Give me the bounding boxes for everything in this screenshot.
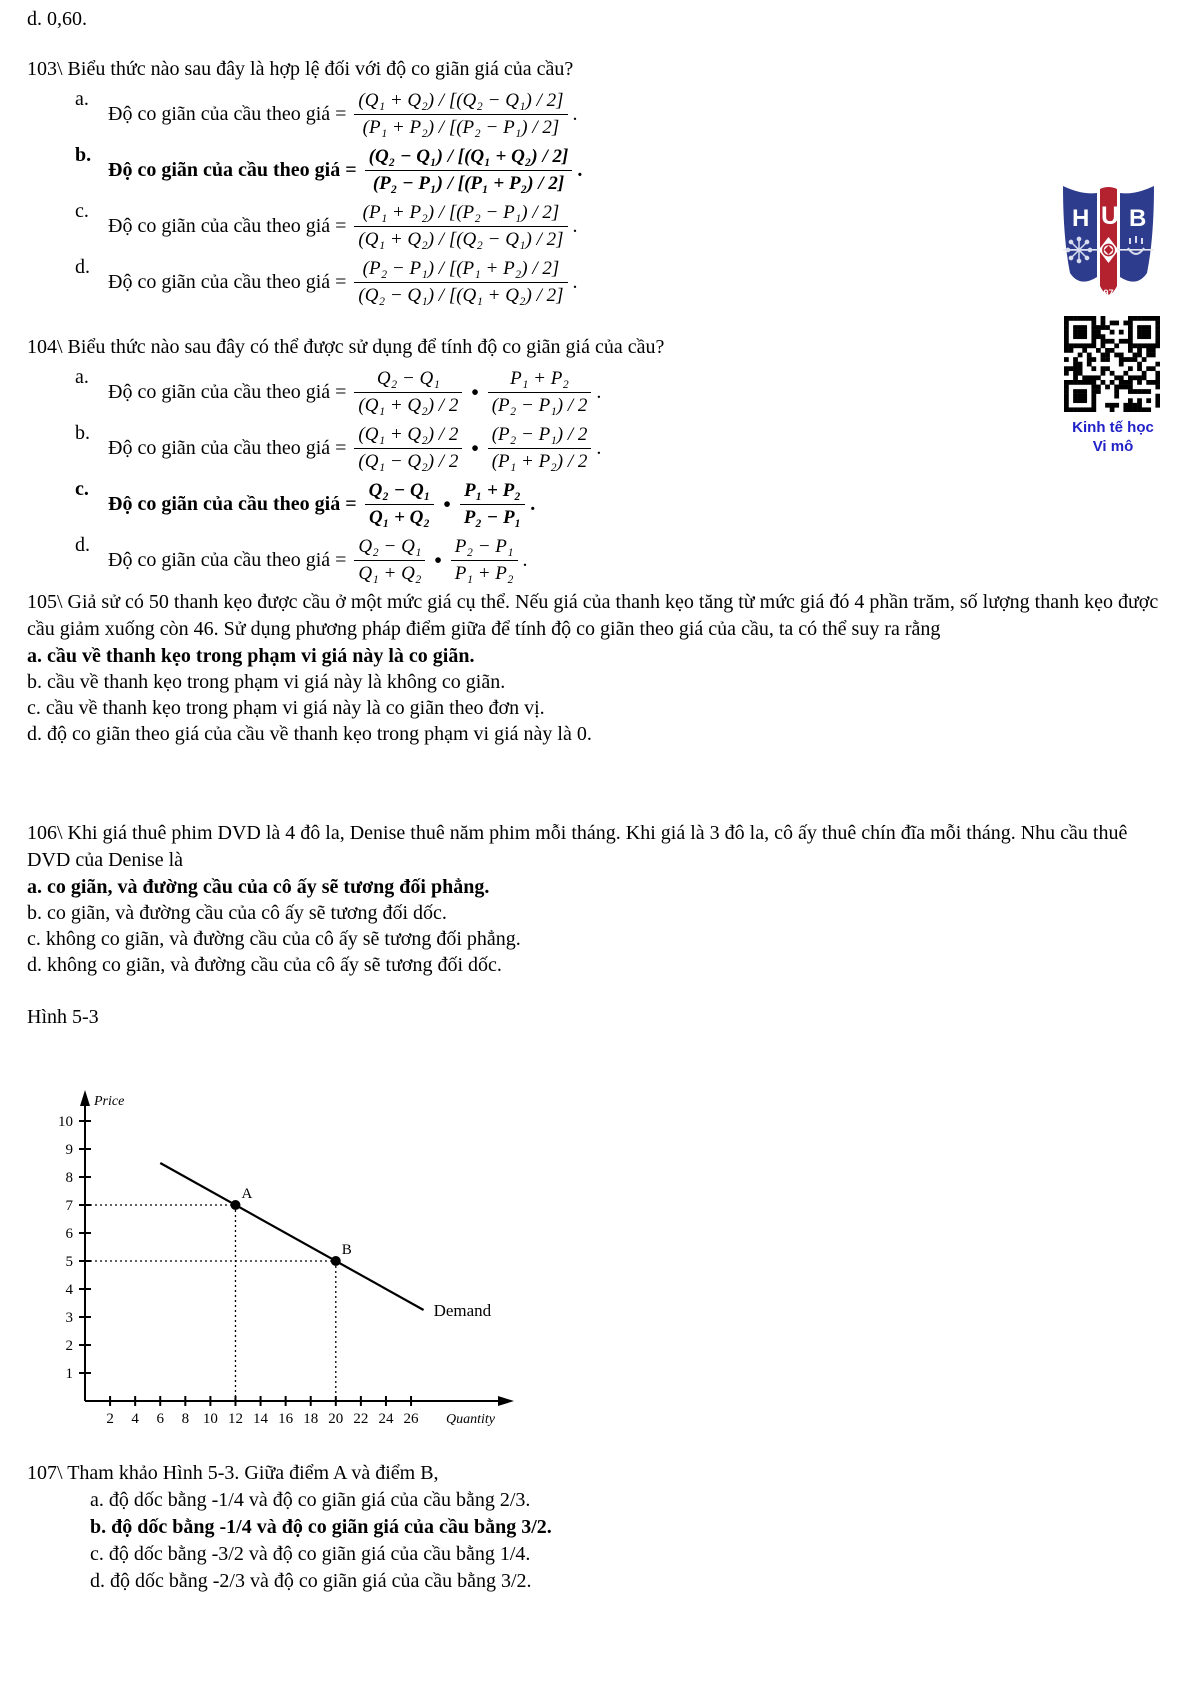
svg-text:14: 14 xyxy=(253,1411,269,1427)
svg-text:2: 2 xyxy=(65,1338,73,1354)
option-letter: d. xyxy=(75,534,90,556)
svg-text:6: 6 xyxy=(65,1226,73,1242)
svg-text:A: A xyxy=(241,1186,253,1202)
question-103-title: 103\ Biểu thức nào sau đây là hợp lệ đối với độ co giãn giá của cầu? xyxy=(27,58,574,80)
logo-letter-u: U xyxy=(1101,202,1120,230)
q106-option-d: d. không co giãn, và đường cầu của cô ấy sẽ tương đối dốc. xyxy=(27,954,502,976)
option-lead-text: Độ co giãn của cầu theo giá = xyxy=(108,102,347,125)
fraction xyxy=(354,367,462,416)
svg-text:1: 1 xyxy=(65,1366,73,1382)
branch-icon xyxy=(1066,237,1091,262)
option-lead-text: Độ co giãn của cầu theo giá = xyxy=(108,548,347,571)
fraction-denominator: (P₁ + P₂) / 2 xyxy=(488,448,592,473)
fraction-denominator: (P₂ − P₁) / 2 xyxy=(488,392,592,417)
fraction xyxy=(460,479,525,528)
period: . xyxy=(530,492,536,515)
question-104-options xyxy=(75,364,1037,588)
fraction xyxy=(488,367,592,416)
previous-answer-line: d. 0,60. xyxy=(27,8,87,30)
q105-option-d: d. độ co giãn theo giá của cầu về thanh kẹo trong phạm vi giá này là 0. xyxy=(27,723,592,745)
q106-option-a: a. co giãn, và đường cầu của cô ấy sẽ tương đối phẳng. xyxy=(27,876,490,898)
q106-option-c: c. không co giãn, và đường cầu của cô ấy sẽ tương đối phẳng. xyxy=(27,928,521,950)
svg-text:Quantity: Quantity xyxy=(446,1412,495,1427)
logo-letter-h: H xyxy=(1072,205,1090,232)
fraction xyxy=(354,535,425,584)
fraction-numerator: Q₂ − Q₁ xyxy=(376,368,440,390)
svg-text:4: 4 xyxy=(131,1411,139,1427)
fraction xyxy=(354,89,567,138)
q103-option-d xyxy=(75,254,1037,310)
period: . xyxy=(596,380,602,403)
q103-option-b xyxy=(75,142,1037,198)
fraction-numerator: P₁ + P₂ xyxy=(510,368,569,390)
option-letter: a. xyxy=(75,366,89,388)
question-105-title: 105\ Giả sử có 50 thanh kẹo được cầu ở một mức giá cụ thể. Nếu giá của thanh kẹo tăng từ mức giá đó 4 phần trăm, số lượng thanh kẹo được cầu giảm xuống còn 46. Sử dụng phương pháp điểm giữa để tính độ co giãn theo giá của cầu, ta có thể suy ra rằng xyxy=(27,591,1159,640)
svg-text:20: 20 xyxy=(328,1411,344,1427)
svg-text:8: 8 xyxy=(65,1170,73,1186)
hub-university-logo xyxy=(1060,176,1157,312)
option-lead-text: Độ co giãn của cầu theo giá = xyxy=(108,270,347,293)
question-106 xyxy=(27,820,1169,978)
q104-option-d xyxy=(75,532,1037,588)
svg-text:7: 7 xyxy=(65,1198,73,1214)
option-letter: d. xyxy=(75,256,90,278)
period: . xyxy=(572,102,578,125)
question-107-options xyxy=(90,1487,977,1595)
fraction-numerator: (P₂ − P₁) / 2 xyxy=(491,424,588,446)
fraction-denominator: (Q₁ + Q₂) / 2 xyxy=(354,392,462,417)
svg-text:10: 10 xyxy=(58,1114,73,1130)
period: . xyxy=(572,214,578,237)
fraction xyxy=(354,257,567,306)
svg-text:8: 8 xyxy=(181,1411,190,1427)
option-lead-text: Độ co giãn của cầu theo giá = xyxy=(108,380,347,403)
logo-letter-b: B xyxy=(1129,205,1147,232)
q107-option-a: a. độ dốc bằng -1/4 và độ co giãn giá của cầu bằng 2/3. xyxy=(90,1489,531,1511)
fraction-denominator: P₁ + P₂ xyxy=(451,560,518,585)
question-107 xyxy=(27,1460,977,1595)
svg-text:Price: Price xyxy=(94,1094,125,1109)
fraction-numerator: Q₂ − Q₁ xyxy=(358,536,422,558)
fraction-denominator: (Q₁ + Q₂) / [(Q₂ − Q₁) / 2] xyxy=(354,226,567,251)
question-106-title: 106\ Khi giá thuê phim DVD là 4 đô la, Denise thuê năm phim mỗi tháng. Khi giá là 3 đô la, cô ấy thuê chín đĩa mỗi tháng. Nhu cầu thuê DVD của Denise là xyxy=(27,822,1128,871)
period: . xyxy=(596,436,602,459)
question-105 xyxy=(27,589,1169,747)
option-lead-text: Độ co giãn của cầu theo giá = xyxy=(108,492,357,515)
option-letter: b. xyxy=(75,144,92,166)
demand-curve-chart xyxy=(40,1056,560,1438)
fraction-numerator: P₁ + P₂ xyxy=(464,480,521,502)
fraction-denominator: (Q₁ − Q₂) / 2 xyxy=(354,448,462,473)
option-lead-text: Độ co giãn của cầu theo giá = xyxy=(108,436,347,459)
option-letter: b. xyxy=(75,422,90,444)
svg-text:26: 26 xyxy=(403,1411,419,1427)
option-letter: c. xyxy=(75,478,89,500)
svg-text:4: 4 xyxy=(65,1282,73,1298)
svg-text:24: 24 xyxy=(378,1411,394,1427)
fraction-denominator: (Q₂ − Q₁) / [(Q₁ + Q₂) / 2] xyxy=(354,282,567,307)
fraction-denominator: Q₁ + Q₂ xyxy=(354,560,425,585)
option-lead-text: Độ co giãn của cầu theo giá = xyxy=(108,158,357,181)
svg-text:B: B xyxy=(341,1242,352,1258)
logo-caption-line2: Vi mô xyxy=(1092,438,1134,455)
question-104-title: 104\ Biểu thức nào sau đây có thể được sử dụng để tính độ co giãn giá của cầu? xyxy=(27,336,665,358)
option-letter: c. xyxy=(75,200,89,222)
q106-option-b: b. co giãn, và đường cầu của cô ấy sẽ tương đối dốc. xyxy=(27,902,447,924)
qr-code xyxy=(1064,316,1160,412)
multiplication-dot: • xyxy=(471,435,479,460)
logo-caption xyxy=(1037,418,1189,456)
fraction xyxy=(365,479,435,528)
svg-text:16: 16 xyxy=(278,1411,294,1427)
fraction xyxy=(354,201,567,250)
svg-text:3: 3 xyxy=(65,1310,73,1326)
fraction-numerator: (Q₂ − Q₁) / [(Q₁ + Q₂) / 2] xyxy=(368,146,569,168)
fraction-numerator: (P₂ − P₁) / [(P₁ + P₂) / 2] xyxy=(362,258,560,280)
q103-option-a xyxy=(75,86,1037,142)
fraction-denominator: Q₁ + Q₂ xyxy=(365,504,435,529)
fraction-denominator: (P₂ − P₁) / [(P₁ + P₂) / 2] xyxy=(365,170,573,195)
question-107-title: 107\ Tham khảo Hình 5-3. Giữa điểm A và điểm B, xyxy=(27,1462,439,1484)
svg-text:2: 2 xyxy=(106,1411,114,1427)
fraction-numerator: Q₂ − Q₁ xyxy=(368,480,431,502)
svg-text:Demand: Demand xyxy=(433,1301,492,1320)
q104-option-a xyxy=(75,364,1037,420)
q105-option-a: a. cầu về thanh kẹo trong phạm vi giá này là co giãn. xyxy=(27,645,475,667)
period: . xyxy=(522,548,528,571)
fraction-numerator: (Q₁ + Q₂) / 2 xyxy=(358,424,459,446)
fraction-denominator: P₂ − P₁ xyxy=(460,504,525,529)
q107-option-b: b. độ dốc bằng -1/4 và độ co giãn giá của cầu bằng 3/2. xyxy=(90,1516,552,1538)
shield-right-panel xyxy=(1120,186,1154,282)
svg-text:5: 5 xyxy=(65,1254,73,1270)
svg-text:22: 22 xyxy=(353,1411,369,1427)
svg-text:10: 10 xyxy=(202,1411,218,1427)
fraction-numerator: (P₁ + P₂) / [(P₂ − P₁) / 2] xyxy=(362,202,560,224)
fraction xyxy=(365,145,573,194)
fraction-numerator: P₂ − P₁ xyxy=(454,536,514,558)
figure-caption: Hình 5-3 xyxy=(27,1006,99,1028)
q104-option-b xyxy=(75,420,1037,476)
multiplication-dot: • xyxy=(471,379,479,404)
fraction xyxy=(488,423,592,472)
svg-text:18: 18 xyxy=(303,1411,319,1427)
svg-text:12: 12 xyxy=(227,1411,243,1427)
logo-caption-line1: Kinh tế học xyxy=(1072,419,1154,436)
svg-text:6: 6 xyxy=(156,1411,164,1427)
svg-text:9: 9 xyxy=(65,1142,73,1158)
question-103-options xyxy=(75,86,1037,310)
figure-5-3 xyxy=(40,1056,560,1443)
question-104 xyxy=(27,334,1037,588)
q104-option-c xyxy=(75,476,1037,532)
period: . xyxy=(577,158,583,181)
multiplication-dot: • xyxy=(443,491,451,516)
shield-left-panel xyxy=(1063,186,1097,282)
fraction xyxy=(451,535,518,584)
period: . xyxy=(572,270,578,293)
fraction xyxy=(354,423,462,472)
option-letter: a. xyxy=(75,88,89,110)
q103-option-c xyxy=(75,198,1037,254)
q107-option-d: d. độ dốc bằng -2/3 và độ co giãn giá của cầu bằng 3/2. xyxy=(90,1570,532,1592)
q105-option-c: c. cầu về thanh kẹo trong phạm vi giá này là co giãn theo đơn vị. xyxy=(27,697,545,719)
q107-option-c: c. độ dốc bằng -3/2 và độ co giãn giá của cầu bằng 1/4. xyxy=(90,1543,531,1565)
q105-option-b: b. cầu về thanh kẹo trong phạm vi giá này là không co giãn. xyxy=(27,671,506,693)
logo-year: 1976 xyxy=(1098,288,1119,298)
fraction-denominator: (P₁ + P₂) / [(P₂ − P₁) / 2] xyxy=(354,114,567,139)
multiplication-dot: • xyxy=(434,547,442,572)
fraction-numerator: (Q₁ + Q₂) / [(Q₂ − Q₁) / 2] xyxy=(358,90,564,112)
question-103 xyxy=(27,56,1037,310)
option-lead-text: Độ co giãn của cầu theo giá = xyxy=(108,214,347,237)
